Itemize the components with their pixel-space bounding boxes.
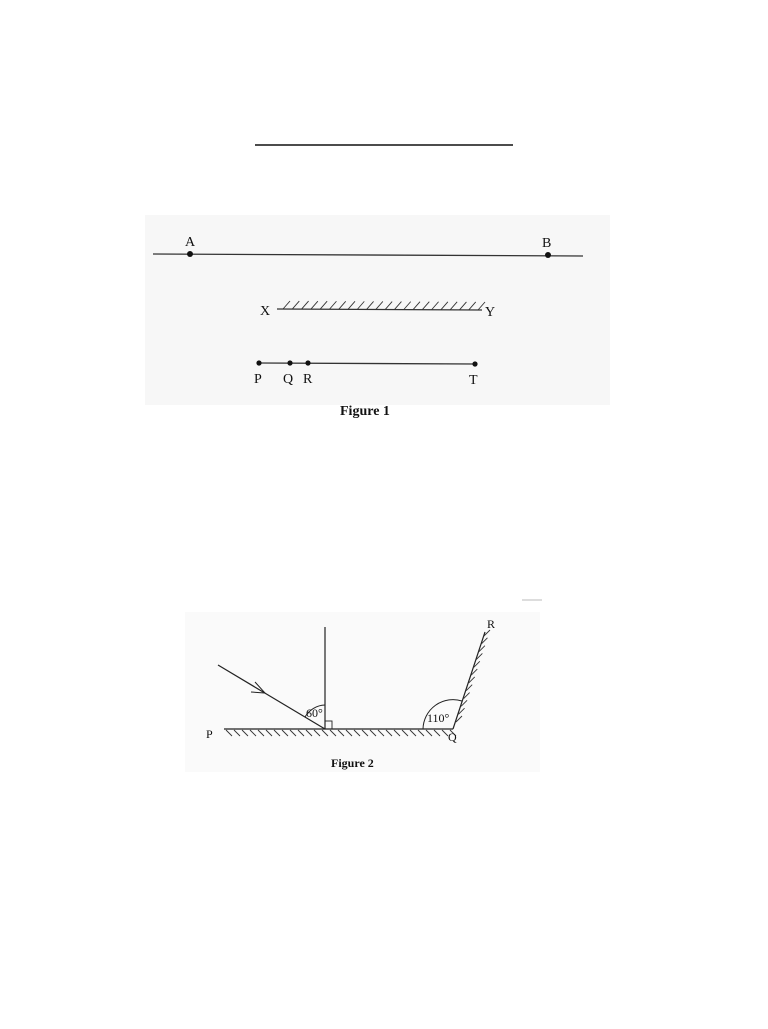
incidence-angle-label: 60° <box>306 706 323 720</box>
figure-2 <box>185 600 542 772</box>
mirror-angle-label: 110° <box>427 711 450 725</box>
figure-2-caption: Figure 2 <box>331 756 374 770</box>
figure-2-background <box>185 612 540 772</box>
label-r: R <box>487 617 496 631</box>
point-b <box>545 252 551 258</box>
label-p: P <box>206 727 213 741</box>
label-q: Q <box>283 372 294 387</box>
figure-1 <box>145 215 610 419</box>
label-y: Y <box>485 305 496 320</box>
label-r: R <box>303 372 313 387</box>
point-t <box>472 361 477 366</box>
point-a <box>187 251 193 257</box>
label-a: A <box>185 235 196 250</box>
label-p: P <box>254 372 262 387</box>
label-q: Q <box>448 730 457 744</box>
label-x: X <box>260 304 271 319</box>
point-p <box>256 360 261 365</box>
figure-1-caption: Figure 1 <box>340 404 390 419</box>
label-t: T <box>469 373 478 388</box>
point-r <box>305 360 310 365</box>
point-q <box>287 360 292 365</box>
label-b: B <box>542 236 552 251</box>
